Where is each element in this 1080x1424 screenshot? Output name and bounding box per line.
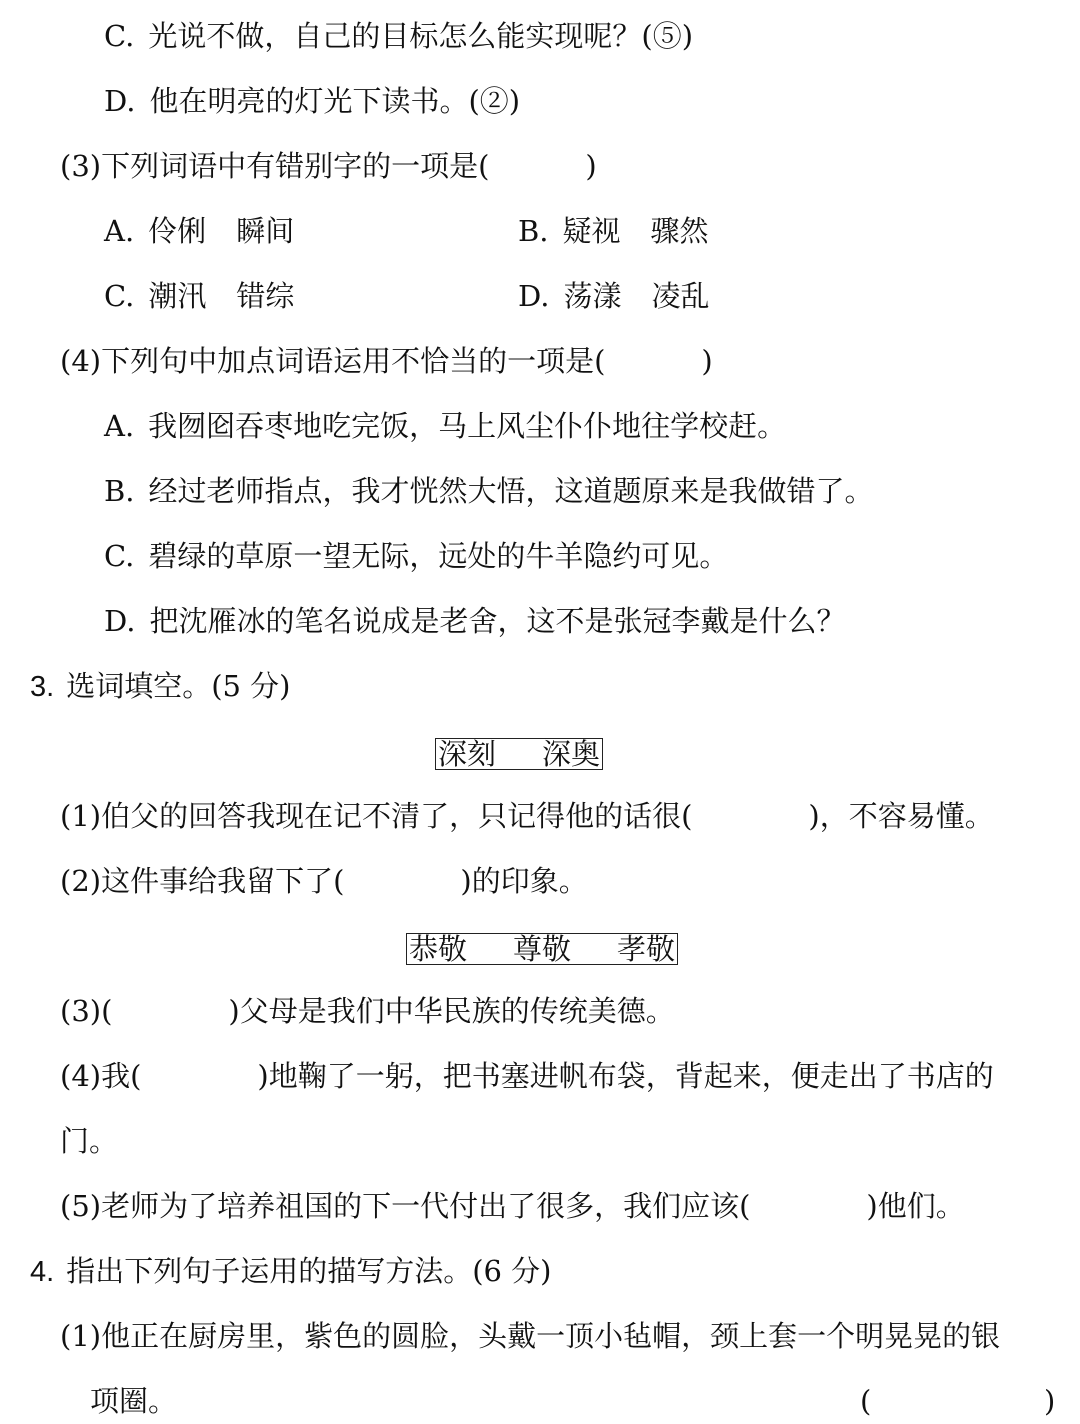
option-letter: D. [104,604,136,638]
option-text: 他在明亮的灯光下读书。(②) [149,84,521,118]
q3-heading [30,666,291,707]
sentence-text: )，不容易懂。 [808,799,994,833]
option-text: 经过老师指点，我才恍然大悟，这道题原来是我做错了。 [148,474,874,508]
q3-sentence-3 [60,991,675,1031]
q2-2-option-d [104,81,520,121]
option-letter: D. [518,279,550,313]
option-word: 瞬间 [236,214,295,248]
answer-blank[interactable] [880,1381,1040,1421]
q3-sentence-4 [60,1056,994,1096]
option-letter: B. [104,474,135,508]
q2-3-option-b [518,211,709,251]
sentence-text: (3)( [60,994,113,1028]
q4-sentence-1-continued [90,1381,177,1421]
option-text: 光说不做，自己的目标怎么能实现呢？(⑤) [148,19,694,53]
question-number: 3. [30,671,55,703]
sentence-text: (1)伯父的回答我现在记不清了，只记得他的话很( [60,799,693,833]
q4-answer-paren-close [1044,1381,1055,1421]
stem-text: (3)下列词语中有错别字的一项是( [60,149,490,183]
q2-4-option-d [104,601,845,641]
option-word: 错综 [236,279,295,313]
question-title: 选词填空。(5 分) [66,669,291,703]
question-number: 4. [30,1256,55,1288]
option-text: 把沈雁冰的笔名说成是老舍，这不是张冠李戴是什么？ [149,604,846,638]
sentence-text: (5)老师为了培养祖国的下一代付出了很多，我们应该( [60,1189,751,1223]
stem-close: ) [585,149,597,183]
word-choice-box-1 [435,738,603,770]
sentence-text: 门。 [60,1124,119,1158]
q2-4-stem [60,341,713,381]
option-word: 骤然 [650,214,709,248]
option-word: 荡漾 [563,279,622,313]
option-text: 我囫囵吞枣地吃完饭，马上风尘仆仆地往学校赶。 [148,409,787,443]
option-letter: A. [104,409,135,443]
sentence-text: 项圈。 [90,1384,178,1418]
word-choice-box-2 [406,933,678,965]
q2-3-option-d [518,276,709,316]
option-word: 凌乱 [651,279,710,313]
q2-4-option-b [104,471,874,511]
sentence-text: )的印象。 [460,864,588,898]
question-title: 指出下列句子运用的描写方法。(6 分) [66,1254,552,1288]
option-word: 潮汛 [148,279,207,313]
word-choice: 尊敬 [513,932,572,966]
q4-answer-paren-open [860,1381,871,1421]
q2-4-option-c [104,536,728,576]
option-word: 疑视 [562,214,621,248]
option-text: 碧绿的草原一望无际，远处的牛羊隐约可见。 [148,539,729,573]
sentence-text: (4)我( [60,1059,142,1093]
sentence-text: )地鞠了一躬，把书塞进帆布袋，背起来，便走出了书店的 [257,1059,994,1093]
paren: ) [1044,1384,1056,1418]
word-choice: 深刻 [438,737,497,771]
q2-4-option-a [104,406,786,446]
word-choice: 深奥 [542,737,601,771]
option-letter: C. [104,19,135,53]
option-letter: D. [104,84,136,118]
sentence-text: )他们。 [866,1189,965,1223]
option-letter: C. [104,279,135,313]
sentence-text: )父母是我们中华民族的传统美德。 [228,994,675,1028]
stem-text: (4)下列句中加点词语运用不恰当的一项是( [60,344,606,378]
paren: ( [860,1384,872,1418]
word-choice: 孝敬 [617,932,676,966]
q3-sentence-2 [60,861,588,901]
stem-close: ) [701,344,713,378]
q2-3-stem [60,146,597,186]
q4-sentence-1 [60,1316,1000,1356]
q3-sentence-5 [60,1186,965,1226]
q2-3-option-a [104,211,294,251]
option-letter: A. [104,214,135,248]
sentence-text: (1)他正在厨房里，紫色的圆脸，头戴一顶小毡帽，颈上套一个明晃晃的银 [60,1319,1001,1353]
q2-3-option-c [104,276,294,316]
q4-heading [30,1251,552,1292]
q2-2-option-c [104,16,693,56]
q3-sentence-4-continued [60,1121,118,1161]
option-letter: B. [518,214,549,248]
option-word: 伶俐 [148,214,207,248]
q3-sentence-1 [60,796,994,836]
option-letter: C. [104,539,135,573]
sentence-text: (2)这件事给我留下了( [60,864,345,898]
word-choice: 恭敬 [409,932,468,966]
